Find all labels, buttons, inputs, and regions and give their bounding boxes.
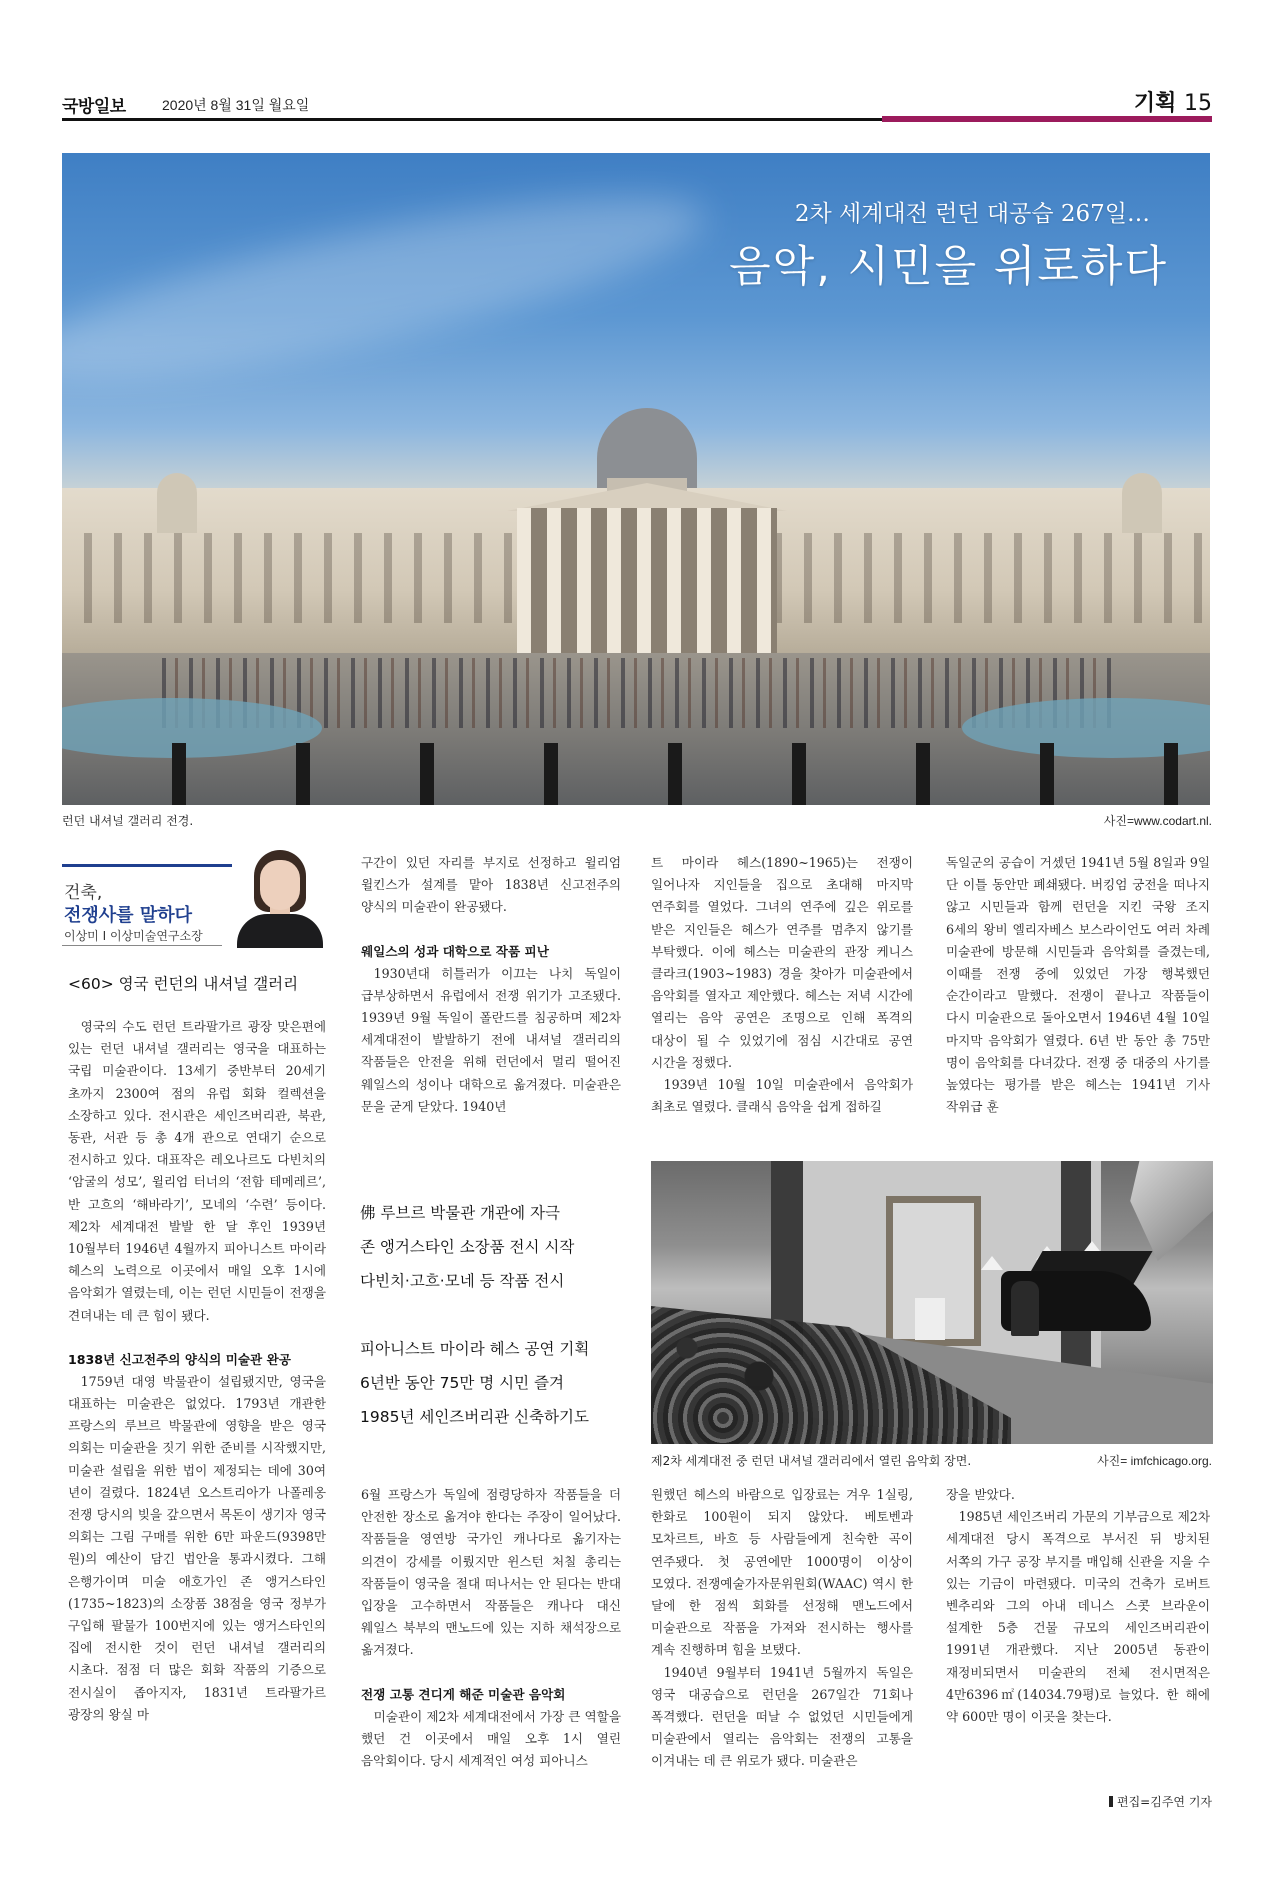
header-accent-rule <box>882 116 1212 122</box>
paragraph: 트 마이라 헤스(1890~1965)는 전쟁이 일어나자 지인들을 집으로 초대해 마지막 연주회를 열었다. 그녀의 연주에 깊은 위로를 받은 지인들은 헤스가 연주를 멈추지 않기를 부탁했다. 이에 헤스는 미술관의 관장 케니스 클라크(1903~1983) 경을 찾아가 미술관에서 음악회를 열자고 제안했다. 헤스는 저녁 시간에 열리는 음악 공연은 조명으로 인해 폭격의 대상이 될 수 있었기에 점심 시간대로 공연 시간을 정했다. <box>651 855 913 1070</box>
portrait-face <box>260 860 300 910</box>
pianist <box>1011 1281 1039 1336</box>
subheading: 1838년 신고전주의 양식의 미술관 완공 <box>68 1351 291 1367</box>
bollards <box>62 743 1210 805</box>
series-header <box>62 848 327 948</box>
pullquote-line: 佛 루브르 박물관 개관에 자극 <box>360 1204 560 1222</box>
photo2-credit: 사진= imfchicago.org. <box>1097 1454 1212 1468</box>
hero-credit: 사진=www.codart.nl. <box>1103 814 1212 828</box>
historic-concert-photo <box>651 1161 1213 1444</box>
subheading: 웨일스의 성과 대학으로 작품 피난 <box>361 943 549 959</box>
series-kicker-line1: 건축, <box>64 883 103 903</box>
notice-sign <box>915 1298 945 1340</box>
author-byline: 이상미 I 이상미술연구소장 <box>64 929 203 943</box>
hero-headline: 음악, 시민을 위로하다 <box>729 242 1168 292</box>
newspaper-name: 국방일보 <box>62 97 126 117</box>
paragraph: 원했던 헤스의 바람으로 입장료는 겨우 1실링, 한화로 100원이 되지 않았다. 베토벤과 모차르트, 바흐 등 사람들에게 친숙한 곡이 연주됐다. 첫 공연에만 1000명이 이상이 모였다. 전쟁예술가자문위원회(WAAC) 역시 한 달에 한 점씩 회화를 선정해 맨노드에서 미술관으로 작품을 가져와 전시하는 행사를 계속 진행하며 힘을 보탰다. <box>651 1487 913 1658</box>
paragraph: 6월 프랑스가 독일에 점령당하자 작품들을 더 안전한 장소로 옮겨야 한다는 주장이 일어났다. 작품들을 영연방 국가인 캐나다로 옮기자는 의견이 강세를 이뤘지만 윈스턴 처칠 총리는 작품들이 영국을 절대 떠나서는 안 된다는 반대 입장을 고수하면서 작품들은 캐나다 대신 웨일스 북부의 맨노드에 있는 지하 채석장으로 옮겨졌다. <box>361 1487 621 1658</box>
pullquote-1 <box>360 1196 620 1298</box>
column-2-bottom <box>361 1484 621 1772</box>
paragraph: 독일군의 공습이 거셌던 1941년 5월 8일과 9일 단 이틀 동안만 폐쇄됐다. 버킹엄 궁전을 떠나지 않고 시민들과 함께 런던을 지킨 국왕 조지 6세의 왕비 엘리자베스 보스라이언도 여러 차례 미술관에 방문해 시민들과 음악회를 즐겼는데, 이때를 전쟁 중에 있었던 가장 행복했던 순간이라고 말했다. 전쟁이 끝나고 작품들이 다시 미술관으로 돌아오면서 1946년 4월 10일 마지막 음악회가 열렸다. 6년 반 동안 총 75만 명이 음악회를 다녀갔다. 전쟁 중 대중의 사기를 높였다는 평가를 받은 헤스는 1941년 기사 작위급 훈 <box>946 855 1210 1115</box>
paragraph: 장을 받았다. <box>946 1487 1015 1502</box>
article-title: <60> 영국 런던의 내셔널 갤러리 <box>68 975 299 993</box>
header-rule <box>62 118 882 121</box>
hero-caption: 런던 내셔널 갤러리 전경. <box>62 814 194 828</box>
editor-bar-icon <box>1109 1796 1113 1807</box>
photo2-caption: 제2차 세계대전 중 런던 내셔널 갤러리에서 열린 음악회 장면. <box>651 1454 972 1468</box>
pullquote-2 <box>360 1332 620 1434</box>
editor-credit <box>1109 1793 1212 1810</box>
byline-rule <box>62 945 222 946</box>
left-cupola <box>157 473 197 533</box>
column-2-top <box>361 852 621 1118</box>
pullquote-line: 다빈치·고흐·모네 등 작품 전시 <box>360 1272 565 1290</box>
drape <box>1121 1161 1213 1261</box>
hero-photo-national-gallery <box>62 153 1210 805</box>
issue-date: 2020년 8월 31일 월요일 <box>162 97 310 113</box>
section-name: 기획 <box>1133 91 1177 116</box>
column-4-bottom <box>946 1484 1210 1728</box>
editor-name: 편집=김주연 기자 <box>1116 1795 1212 1809</box>
column-3-bottom <box>651 1484 913 1773</box>
column-4-top <box>946 852 1210 1118</box>
subheading: 전쟁 고통 견디게 해준 미술관 음악회 <box>361 1686 566 1702</box>
column-3-top <box>651 852 913 1118</box>
hero-subheadline: 2차 세계대전 런던 대공습 267일… <box>794 201 1150 227</box>
portico-columns <box>517 508 777 658</box>
paragraph: 영국의 수도 런던 트라팔가르 광장 맞은편에 있는 런던 내셔널 갤러리는 영국을 대표하는 국립 미술관이다. 13세기 중반부터 20세기 초까지 2300여 점의 유럽 회화 컬렉션을 소장하고 있다. 전시관은 세인즈버리관, 북관, 동관, 서관 등 총 4개 관으로 연대기 순으로 전시하고 있다. 대표작은 레오나르도 다빈치의 ‘암굴의 성모’, 윌리엄 터너의 ‘전함 테메레르’, 반 고흐의 ‘해바라기’, 모네의 ‘수련’ 등이다. 제2차 세계대전 발발 한 달 후인 1939년 10월부터 1946년 4월까지 피아니스트 마이라 헤스의 노력으로 이곳에서 매일 오후 1시에 음악회가 열렸는데, 이는 런던 시민들이 전쟁을 견뎌내는 데 큰 힘이 됐다. <box>68 1019 326 1323</box>
portrait-jacket <box>237 914 323 948</box>
series-kicker-line2: 전쟁사를 말하다 <box>64 905 192 926</box>
paragraph: 1930년대 히틀러가 이끄는 나치 독일이 급부상하면서 유럽에서 전쟁 위기가 고조됐다. 1939년 9월 독일이 폴란드를 침공하며 제2차 세계대전이 발발하기 전에 내셔널 갤러리의 작품들은 안전을 위해 런던에서 멀리 떨어진 웨일스의 성이나 대학으로 옮겨졌다. 미술관은 문을 굳게 닫았다. 1940년 <box>361 965 621 1114</box>
author-portrait <box>232 848 327 948</box>
pullquote-line: 피아니스트 마이라 헤스 공연 기획 <box>360 1340 590 1358</box>
paragraph: 1939년 10월 10일 미술관에서 음악회가 최초로 열렸다. 클래식 음악을 쉽게 접하길 <box>651 1077 913 1115</box>
sky-cloud <box>62 161 716 414</box>
central-dome <box>597 408 697 488</box>
paragraph: 구간이 있던 자리를 부지로 선정하고 윌리엄 윌킨스가 설계를 맡아 1838년 신고전주의 양식의 미술관이 완공됐다. <box>361 855 621 915</box>
paragraph: 미술관이 제2차 세계대전에서 가장 큰 역할을 했던 건 이곳에서 매일 오후 1시 열린 음악회이다. 당시 세계적인 여성 피아니스 <box>361 1708 621 1769</box>
paragraph: 1985년 세인즈버리 가문의 기부금으로 제2차 세계대전 당시 폭격으로 부서진 뒤 방치된 서쪽의 가구 공장 부지를 매입해 신관을 지을 수 있는 기금이 마련됐다. 미국의 건축가 로버트 벤추리와 그의 아내 데니스 스콧 브라운이 설계한 5층 건물 규모의 세인즈버리관이 1991년 개관했다. 지난 2005년 동관이 재정비되면서 미술관의 전체 전시면적은 4만6396㎡(14034.79평)로 늘었다. 한 해에 약 600만 명이 이곳을 찾는다. <box>946 1509 1210 1725</box>
column-1 <box>68 1016 326 1726</box>
right-cupola <box>1122 473 1162 533</box>
pullquote-line: 6년반 동안 75만 명 시민 즐겨 <box>360 1374 564 1392</box>
page-number: 15 <box>1184 91 1212 116</box>
pullquote-line: 존 앵거스타인 소장품 전시 시작 <box>360 1238 575 1256</box>
portico-pediment <box>507 483 787 511</box>
pullquote-line: 1985년 세인즈버리관 신축하기도 <box>360 1408 589 1426</box>
paragraph: 1940년 9월부터 1941년 5월까지 독일은 영국 대공습으로 런던을 267일간 71회나 폭격했다. 런던을 떠날 수 없었던 시민들에게 미술관에서 열리는 음악회는 전쟁의 고통을 이겨내는 데 큰 위로가 됐다. 미술관은 <box>651 1664 913 1769</box>
paragraph: 1759년 대영 박물관이 설립됐지만, 영국을 대표하는 미술관은 없었다. 1793년 개관한 프랑스의 루브르 박물관에 영향을 받은 영국 의회는 미술관을 짓기 위한 준비를 시작했지만, 미술관 설립을 위한 법이 제정되는 데에 30여 년이 걸렸다. 1824년 오스트리아가 나폴레옹 전쟁 당시의 빚을 갚으면서 목돈이 생기자 영국 의회는 그림 구매를 위한 6만 파운드(9398만 원)의 예산이 담긴 법안을 통과시켰다. 그해 은행가이며 미술 애호가인 존 앵거스타인(1735~1823)의 소장품 38점을 영국 정부가 구입해 팔물가 100번지에 있는 앵거스타인의 집에 전시한 것이 런던 내셔널 갤러리의 시초다. 점점 더 많은 회화 작품의 기증으로 전시실이 좁아지자, 1831년 트라팔가르 광장의 왕실 마 <box>68 1373 326 1722</box>
section-label <box>1134 86 1212 117</box>
